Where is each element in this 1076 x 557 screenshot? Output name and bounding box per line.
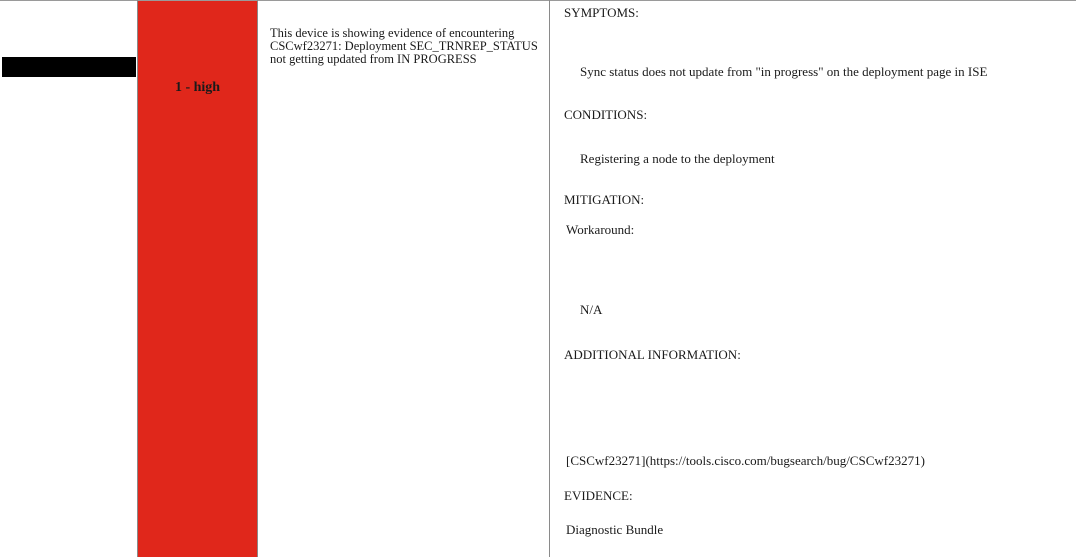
- evidence-heading: EVIDENCE:: [564, 488, 633, 503]
- workaround-label: Workaround:: [566, 222, 635, 237]
- evidence-value: Diagnostic Bundle: [566, 522, 664, 537]
- conditions-heading: CONDITIONS:: [564, 107, 648, 122]
- column-divider: [549, 0, 550, 557]
- workaround-value: N/A: [580, 302, 603, 317]
- bug-reference-link[interactable]: [CSCwf23271](https://tools.cisco.com/bugsearch/bug/CSCwf23271): [566, 453, 925, 468]
- redacted-device-name: [2, 57, 136, 77]
- additional-info-heading: ADDITIONAL INFORMATION:: [564, 347, 741, 362]
- conditions-text: Registering a node to the deployment: [580, 151, 775, 166]
- severity-cell: [138, 1, 257, 557]
- issue-summary: This device is showing evidence of encountering CSCwf23271: Deployment SEC_TRNREP_STATUS not getting updated from IN PROGRESS: [270, 26, 538, 66]
- symptoms-text: Sync status does not update from "in progress" on the deployment page in ISE: [580, 64, 988, 79]
- severity-label: 1 - high: [174, 80, 221, 95]
- column-divider: [257, 0, 258, 557]
- mitigation-heading: MITIGATION:: [564, 192, 645, 207]
- symptoms-heading: SYMPTOMS:: [564, 5, 639, 20]
